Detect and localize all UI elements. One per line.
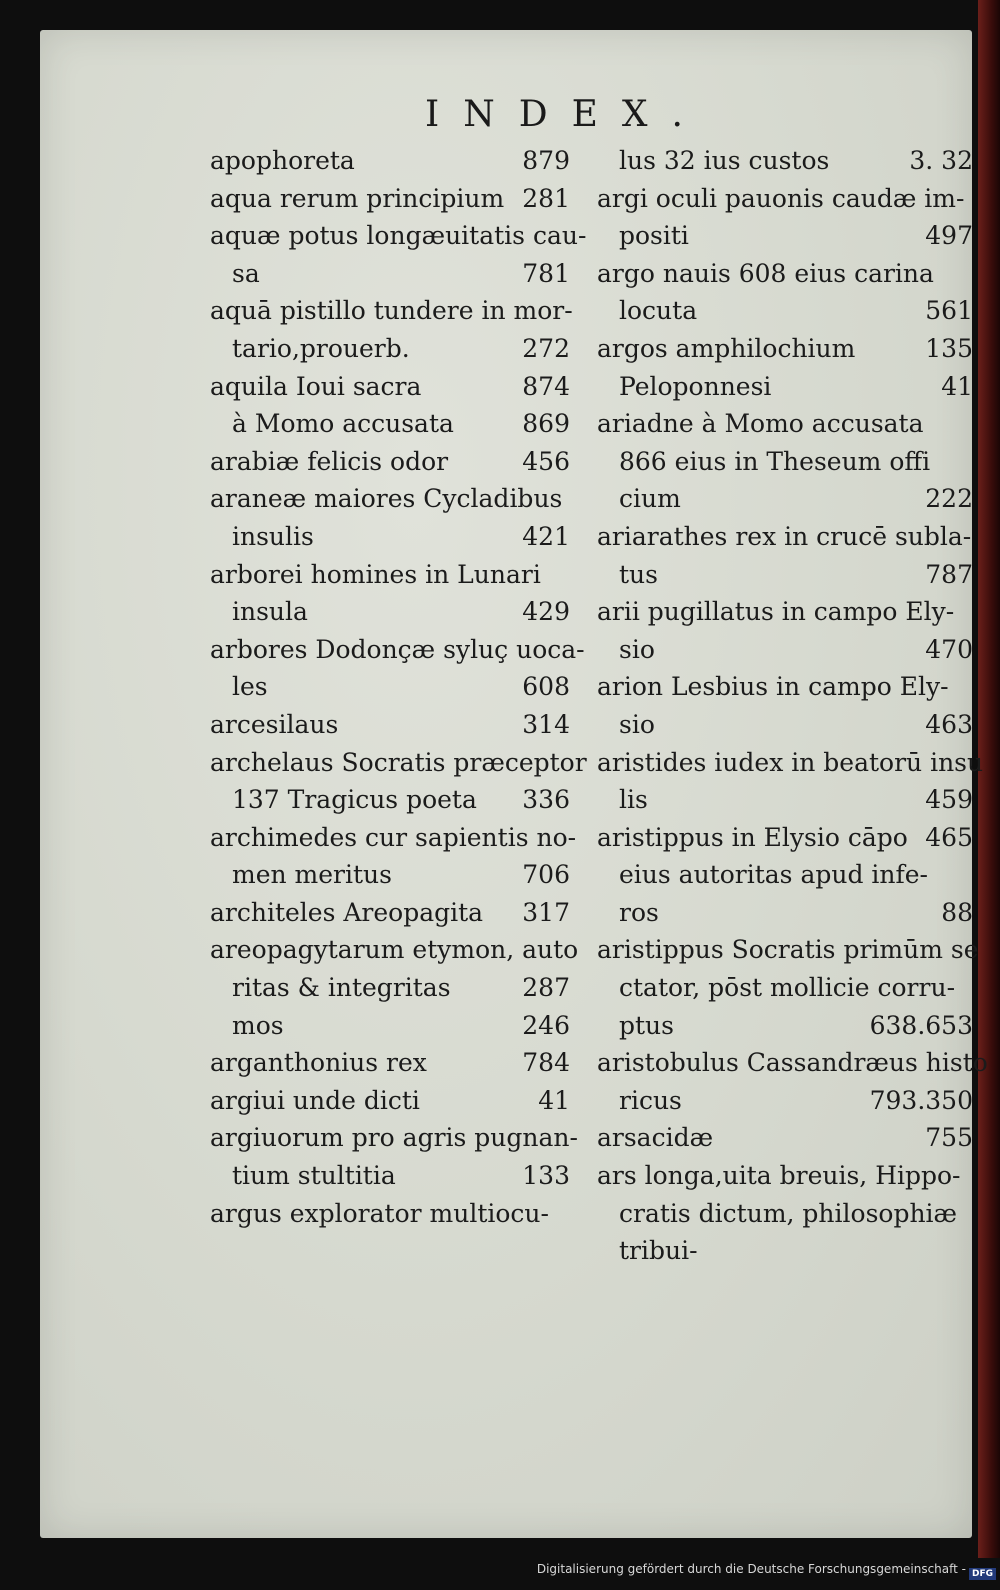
entry-text: archelaus Socratis præceptor: [210, 747, 587, 777]
entry-text: insulis: [232, 521, 314, 551]
index-entry: [597, 1044, 988, 1082]
page-number: 317: [522, 897, 570, 927]
entry-text: aquæ potus longæuitatis cau-: [210, 221, 587, 251]
index-entry: [210, 443, 570, 481]
page-number: 463: [925, 709, 973, 739]
entry-text: positi: [619, 221, 689, 251]
page-header: INDEX.: [425, 94, 707, 135]
index-entry: [210, 1195, 570, 1233]
index-entry: [210, 706, 570, 744]
entry-text: argi oculi pauonis caudæ im-: [597, 183, 965, 213]
entry-text: aristippus Socratis primūm se: [597, 935, 979, 965]
index-column-right: [597, 142, 988, 1270]
entry-text: tribui-: [619, 1236, 698, 1266]
index-entry: [210, 781, 570, 819]
entry-text: aquila Ioui sacra: [210, 371, 422, 401]
entry-text: araneæ maiores Cycladibus: [210, 484, 563, 514]
index-entry: [597, 819, 973, 857]
entry-text: argo nauis 608 eius carina: [597, 258, 934, 288]
index-entry: [210, 1119, 578, 1157]
index-entry: [210, 856, 570, 894]
page-number: 456: [522, 446, 570, 476]
page-number: 41: [941, 371, 973, 401]
entry-text: ricus: [619, 1085, 682, 1115]
page-number: 222: [925, 484, 973, 514]
entry-text: sio: [619, 709, 655, 739]
entry-text: arbores Dodonçæ syluç uoca-: [210, 634, 585, 664]
index-entry: [597, 330, 973, 368]
page-number: 41: [538, 1085, 570, 1115]
index-entry: [210, 518, 570, 556]
index-entry: [210, 292, 573, 330]
index-entry: [210, 1044, 570, 1082]
index-entry: [597, 480, 973, 518]
index-entry: [210, 668, 570, 706]
entry-text: mos: [232, 1010, 284, 1040]
index-entry: [210, 556, 570, 594]
entry-text: les: [232, 672, 268, 702]
entry-text: aristippus in Elysio cāpo: [597, 822, 908, 852]
index-entry: [597, 1195, 973, 1233]
entry-text: arsacidæ: [597, 1123, 714, 1153]
entry-text: arii pugillatus in campo Ely-: [597, 597, 955, 627]
index-entry: [597, 1232, 973, 1270]
index-entry: [210, 368, 570, 406]
page-number: 470: [925, 634, 973, 664]
entry-text: arabiæ felicis odor: [210, 446, 449, 476]
index-entry: [210, 480, 570, 518]
index-entry: [597, 856, 973, 894]
page-number: 638.653: [869, 1010, 973, 1040]
index-entry: [210, 1082, 570, 1120]
page-number: 3. 32: [909, 146, 973, 175]
index-entry: [210, 931, 579, 969]
entry-text: areopagytarum etymon, auto: [210, 935, 579, 965]
index-entry: [597, 292, 973, 330]
entry-text: sa: [232, 258, 260, 288]
page-number: 421: [522, 521, 570, 551]
entry-text: sio: [619, 634, 655, 664]
index-entry: [597, 668, 973, 706]
page-number: 272: [522, 333, 570, 363]
index-entry: [597, 744, 984, 782]
entry-text: arcesilaus: [210, 709, 339, 739]
entry-text: tus: [619, 559, 658, 589]
page-number: 561: [925, 296, 973, 326]
index-entry: [210, 969, 570, 1007]
entry-text: insula: [232, 597, 308, 627]
dfg-logo: DFG: [969, 1568, 996, 1580]
index-entry: [597, 1119, 973, 1157]
entry-text: eius autoritas apud infe-: [619, 860, 928, 890]
entry-text: argiuorum pro agris pugnan-: [210, 1123, 578, 1153]
entry-text: ptus: [619, 1010, 674, 1040]
index-entry: [597, 969, 973, 1007]
page-number: 869: [522, 409, 570, 439]
page-number: 706: [522, 860, 570, 890]
page-number: 497: [925, 221, 973, 251]
index-entry: [597, 706, 973, 744]
index-entry: [597, 142, 973, 180]
entry-text: argiui unde dicti: [210, 1085, 420, 1115]
page-number: 246: [522, 1010, 570, 1040]
entry-text: lis: [619, 785, 648, 815]
digitization-credit: Digitalisierung gefördert durch die Deutsche Forschungsgemeinschaft -: [536, 1562, 966, 1576]
page-number: 314: [522, 709, 570, 739]
index-entry: [210, 405, 570, 443]
page-number: 459: [925, 785, 973, 815]
index-entry: [210, 1007, 570, 1045]
entry-text: archimedes cur sapientis no-: [210, 822, 577, 852]
entry-text: arion Lesbius in campo Ely-: [597, 672, 949, 702]
entry-text: ctator, pōst mollicie corru-: [619, 973, 956, 1003]
page-number: 88: [941, 897, 973, 927]
page-number: 781: [522, 258, 570, 288]
entry-text: lus 32 ius custos: [619, 146, 830, 175]
book-page: [40, 30, 988, 1538]
index-entry: [210, 744, 587, 782]
entry-text: 866 eius in Theseum offi: [619, 446, 931, 476]
entry-text: men meritus: [232, 860, 392, 890]
page-number: 755: [925, 1123, 973, 1153]
index-entry: [597, 556, 973, 594]
index-entry: [210, 255, 570, 293]
index-entry: [210, 330, 570, 368]
index-entry: [210, 593, 570, 631]
index-entry: [597, 1157, 973, 1195]
entry-text: arganthonius rex: [210, 1048, 427, 1078]
entry-text: aristides iudex in beatorū insu: [597, 747, 984, 777]
index-entry: [597, 781, 973, 819]
entry-text: ros: [619, 897, 659, 927]
entry-text: argos amphilochium: [597, 333, 856, 363]
page-number: 133: [522, 1161, 570, 1191]
page-number: 465: [925, 822, 973, 852]
page-number: 135: [925, 333, 973, 363]
entry-text: ariarathes rex in crucē subla-: [597, 521, 972, 551]
index-column-left: [210, 142, 587, 1232]
entry-text: argus explorator multiocu-: [210, 1198, 549, 1228]
page-number: 336: [522, 785, 570, 815]
entry-text: Peloponnesi: [619, 371, 772, 401]
page-number: 281: [522, 183, 570, 213]
index-entry: [210, 217, 587, 255]
entry-text: aristobulus Cassandræus histo: [597, 1048, 988, 1078]
entry-text: apophoreta: [210, 146, 355, 175]
entry-text: tium stultitia: [232, 1161, 396, 1191]
page-number: 793.350: [869, 1085, 973, 1115]
page-number: 608: [522, 672, 570, 702]
page-number: 879: [522, 146, 570, 175]
index-entry: [597, 255, 973, 293]
entry-text: ariadne à Momo accusata: [597, 409, 924, 439]
page-number: 787: [925, 559, 973, 589]
index-entry: [210, 631, 585, 669]
entry-text: cium: [619, 484, 681, 514]
index-entry: [597, 1082, 973, 1120]
entry-text: aquā pistillo tundere in mor-: [210, 296, 573, 326]
index-entry: [210, 180, 570, 218]
entry-text: aqua rerum principium: [210, 183, 505, 213]
page-number: 874: [522, 371, 570, 401]
index-entry: [597, 368, 973, 406]
index-entry: [597, 593, 973, 631]
index-entry: [210, 1157, 570, 1195]
entry-text: tario,prouerb.: [232, 333, 410, 363]
page-number: 429: [522, 597, 570, 627]
index-entry: [597, 405, 973, 443]
page-number: 287: [522, 973, 570, 1003]
entry-text: arborei homines in Lunari: [210, 559, 541, 589]
entry-text: locuta: [619, 296, 698, 326]
index-entry: [597, 631, 973, 669]
index-entry: [597, 518, 973, 556]
index-entry: [210, 819, 577, 857]
entry-text: cratis dictum, philosophiæ: [619, 1198, 958, 1228]
index-entry: [597, 931, 979, 969]
index-entry: [210, 142, 570, 180]
entry-text: ars longa,uita breuis, Hippo-: [597, 1161, 961, 1191]
entry-text: ritas & integritas: [232, 973, 451, 1003]
entry-text: 137 Tragicus poeta: [232, 785, 477, 815]
index-entry: [210, 894, 570, 932]
index-entry: [597, 1007, 973, 1045]
page-number: 784: [522, 1048, 570, 1078]
entry-text: à Momo accusata: [232, 409, 454, 439]
entry-text: architeles Areopagita: [210, 897, 484, 927]
index-entry: [597, 894, 973, 932]
index-entry: [597, 217, 973, 255]
index-entry: [597, 180, 973, 218]
index-entry: [597, 443, 973, 481]
